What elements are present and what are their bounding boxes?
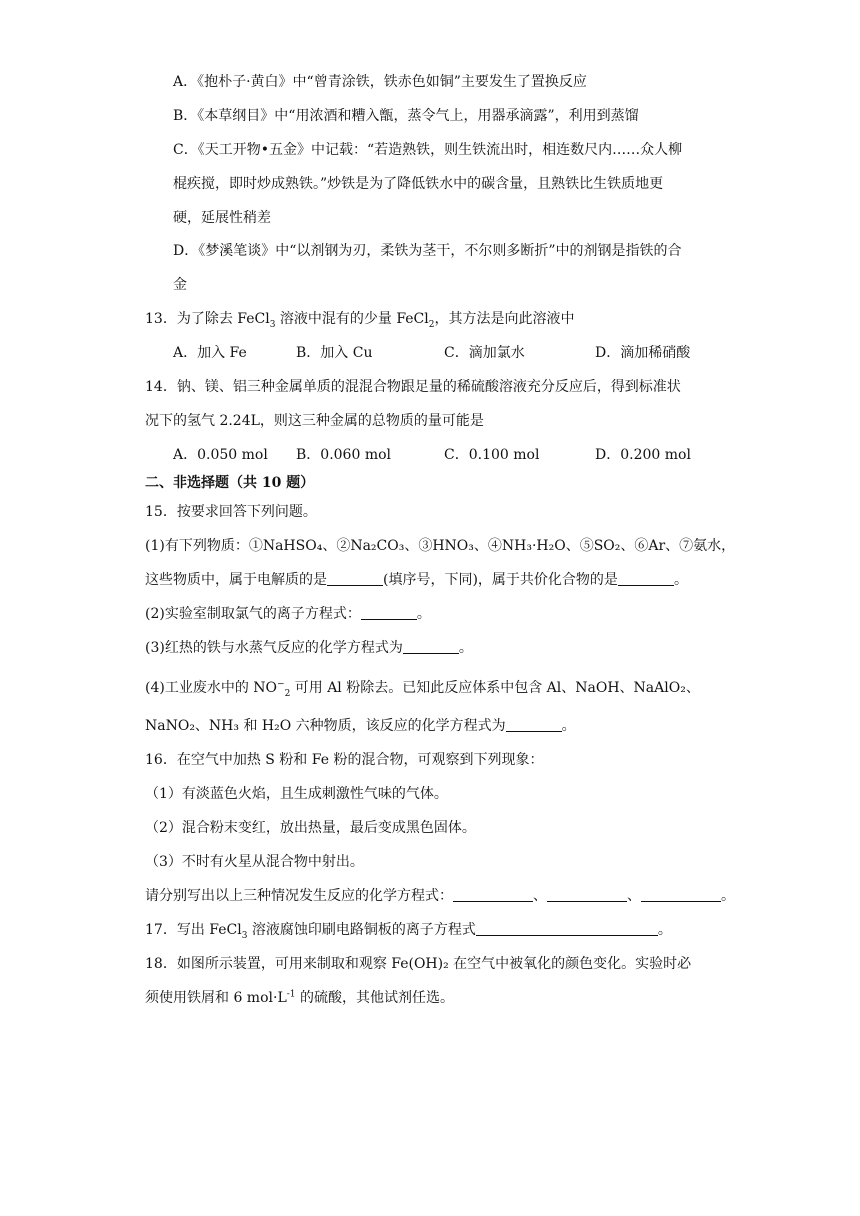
- q14-option-d: D．0.200 mol: [595, 447, 691, 463]
- q18-stem-line1: 18．如图所示装置，可用来制取和观察 Fe(OH)₂ 在空气中被氧化的颜色变化。实验时必: [145, 956, 692, 972]
- answer-blank[interactable]: [403, 639, 459, 654]
- answer-blank[interactable]: [506, 717, 562, 732]
- q15-part2: (2)实验室制取氯气的离子方程式： 。: [145, 606, 431, 622]
- answer-blank[interactable]: [547, 887, 627, 902]
- q14-option-c: C．0.100 mol: [444, 447, 540, 463]
- nitrite-ion-formula: −$_2$: [277, 679, 291, 699]
- answer-blank[interactable]: [453, 887, 533, 902]
- q16-ask: 请分别写出以上三种情况发生反应的化学方程式： 、 、 。: [145, 888, 735, 904]
- q15-part1-line2: 这些物质中，属于电解质的是 (填序号，下同)，属于共价化合物的是 。: [145, 572, 688, 588]
- q15-part4-line2: NaNO₂、NH₃ 和 H₂O 六种物质，该反应的化学方程式为 。: [145, 718, 576, 734]
- q12-option-d-line2: 金: [173, 277, 187, 293]
- q12-option-a: A．《抱朴子·黄白》中“曾青涂铁，铁赤色如铜”主要发生了置换反应: [173, 74, 587, 90]
- answer-blank[interactable]: [361, 605, 417, 620]
- q12-option-b: B．《本草纲目》中“用浓酒和糟入甑，蒸令气上，用器承滴露”，利用到蒸馏: [173, 108, 639, 124]
- q15-stem: 15．按要求回答下列问题。: [145, 504, 317, 520]
- q14-stem-line1: 14．钠、镁、铝三种金属单质的混混合物跟足量的稀硫酸溶液充分反应后，得到标准状: [145, 379, 681, 395]
- q14-stem-line2: 况下的氢气 2.24L，则这三种金属的总物质的量可能是: [145, 413, 484, 429]
- q15-part1-line1: (1)有下列物质：①NaHSO₄、②Na₂CO₃、③HNO₃、④NH₃·H₂O、⑤SO₂、⑥Ar、⑦氨水，: [145, 538, 736, 554]
- answer-blank[interactable]: [327, 571, 383, 586]
- q13-option-b: B．加入 Cu: [296, 345, 373, 361]
- q18-stem-line2: 须使用铁屑和 6 $mol\cdot L^{-1}$ 的硫酸，其他试剂任选。: [145, 989, 454, 1006]
- q12-option-c-line3: 硬，延展性稍差: [173, 210, 271, 226]
- section-heading: 二、非选择题（共 10 题）: [145, 475, 315, 491]
- answer-blank[interactable]: [618, 571, 674, 586]
- answer-blank[interactable]: [476, 921, 658, 936]
- q16-stem: 16．在空气中加热 S 粉和 Fe 粉的混合物，可观察到下列现象：: [145, 752, 544, 768]
- q14-options: [0, 445, 860, 465]
- q16-observation-2: （2）混合粉末变红，放出热量，最后变成黑色固体。: [145, 820, 476, 836]
- q14-option-b: B．0.060 mol: [296, 447, 391, 463]
- q13-option-c: C．滴加氯水: [444, 345, 525, 361]
- q12-option-c-line2: 棍疾搅，即时炒成熟铁。”炒铁是为了降低铁水中的碳含量，且熟铁比生铁质地更: [173, 176, 664, 192]
- q13-stem: 13．为了除去 FeCl$_3$ 溶液中混有的少量 FeCl$_2$，其方法是向此溶液中: [145, 311, 575, 330]
- q16-observation-3: （3）不时有火星从混合物中射出。: [145, 854, 364, 870]
- q13-option-a: A．加入 Fe: [173, 345, 247, 361]
- q17-stem: 17．写出 FeCl$_3$ 溶液腐蚀印刷电路铜板的离子方程式 。: [145, 922, 672, 941]
- q14-option-a: A．0.050 mol: [173, 447, 268, 463]
- q15-part3: (3)红热的铁与水蒸气反应的化学方程式为 。: [145, 640, 473, 656]
- q15-part4-line1: (4)工业废水中的 $NO^-_2$ 可用 Al 粉除去。已知此反应体系中包含 Al、NaOH、NaAlO₂、: [145, 679, 700, 699]
- answer-blank[interactable]: [641, 887, 721, 902]
- q13-option-d: D．滴加稀硝酸: [595, 345, 691, 361]
- q12-option-c-line1: C．《天工开物•五金》中记载：“若造熟铁，则生铁流出时，相连数尺内……众人柳: [173, 142, 683, 158]
- q12-option-d-line1: D．《梦溪笔谈》中“以剂钢为刃，柔铁为茎干，不尔则多断折”中的剂钢是指铁的合: [173, 243, 682, 259]
- q13-options: [0, 343, 860, 363]
- q16-observation-1: （1）有淡蓝色火焰，且生成刺激性气味的气体。: [145, 786, 448, 802]
